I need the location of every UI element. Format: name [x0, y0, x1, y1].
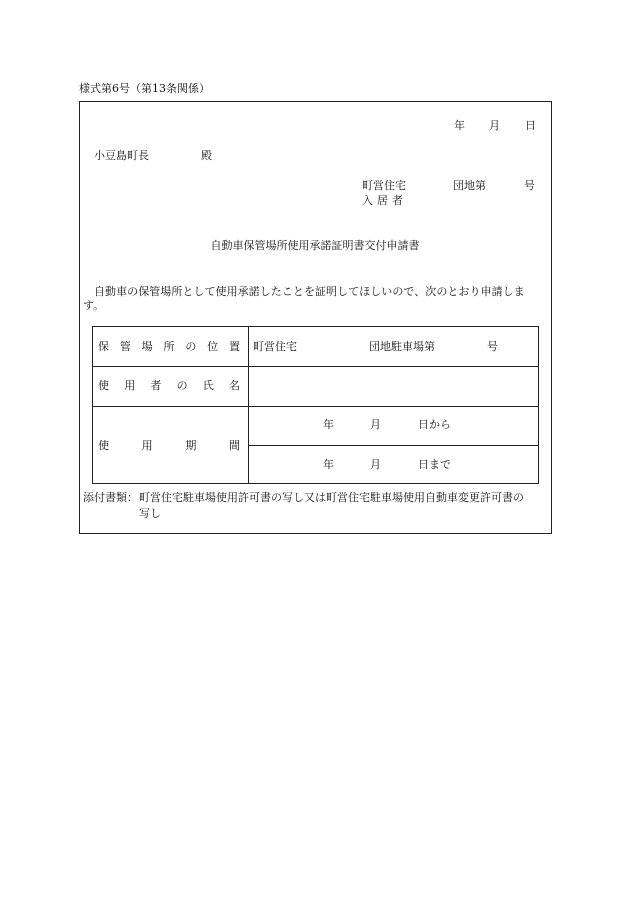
row1-number: 号 — [487, 340, 498, 353]
applicant-block: 団地第 — [453, 179, 486, 192]
table-row-divider — [93, 406, 538, 407]
row2-label: 使 用 者 の 氏 名 — [98, 379, 240, 392]
table-row-divider — [93, 366, 538, 367]
addressee-honorific: 殿 — [201, 149, 212, 162]
date-month: 月 — [489, 119, 500, 132]
row3-label: 使 用 期 間 — [98, 439, 240, 452]
period-from-month: 月 — [370, 418, 381, 431]
table-column-divider — [248, 327, 249, 483]
attachment-line-1: 町営住宅駐車場使用許可書の写し又は町営住宅駐車場使用自動車変更許可書の — [139, 491, 524, 504]
period-to-day: 日まで — [418, 458, 451, 471]
table-period-divider — [248, 445, 538, 446]
applicant-number: 号 — [524, 179, 535, 192]
form-number: 様式第6号（第13条関係） — [79, 82, 210, 95]
row1-housing: 町営住宅 — [253, 340, 297, 353]
row1-parking: 団地駐車場第 — [369, 340, 435, 353]
body-line-1: 自動車の保管場所として使用承諾したことを証明してほしいので、次のとおり申請しま — [94, 285, 525, 298]
period-to-month: 月 — [370, 458, 381, 471]
date-day: 日 — [525, 119, 536, 132]
date-year: 年 — [454, 119, 465, 132]
row1-label: 保 管 場 所 の 位 置 — [98, 340, 240, 353]
applicant-resident: 入居者 — [362, 194, 407, 207]
period-from-year: 年 — [323, 418, 334, 431]
period-to-year: 年 — [323, 458, 334, 471]
body-line-2: す。 — [83, 299, 105, 312]
document-title: 自動車保管場所使用承諾証明書交付申請書 — [210, 239, 420, 252]
attachment-label: 添付書類： — [83, 491, 138, 504]
applicant-housing: 町営住宅 — [362, 179, 406, 192]
attachment-line-2: 写し — [139, 507, 161, 520]
period-from-day: 日から — [418, 418, 451, 431]
addressee-name: 小豆島町長 — [94, 149, 149, 162]
